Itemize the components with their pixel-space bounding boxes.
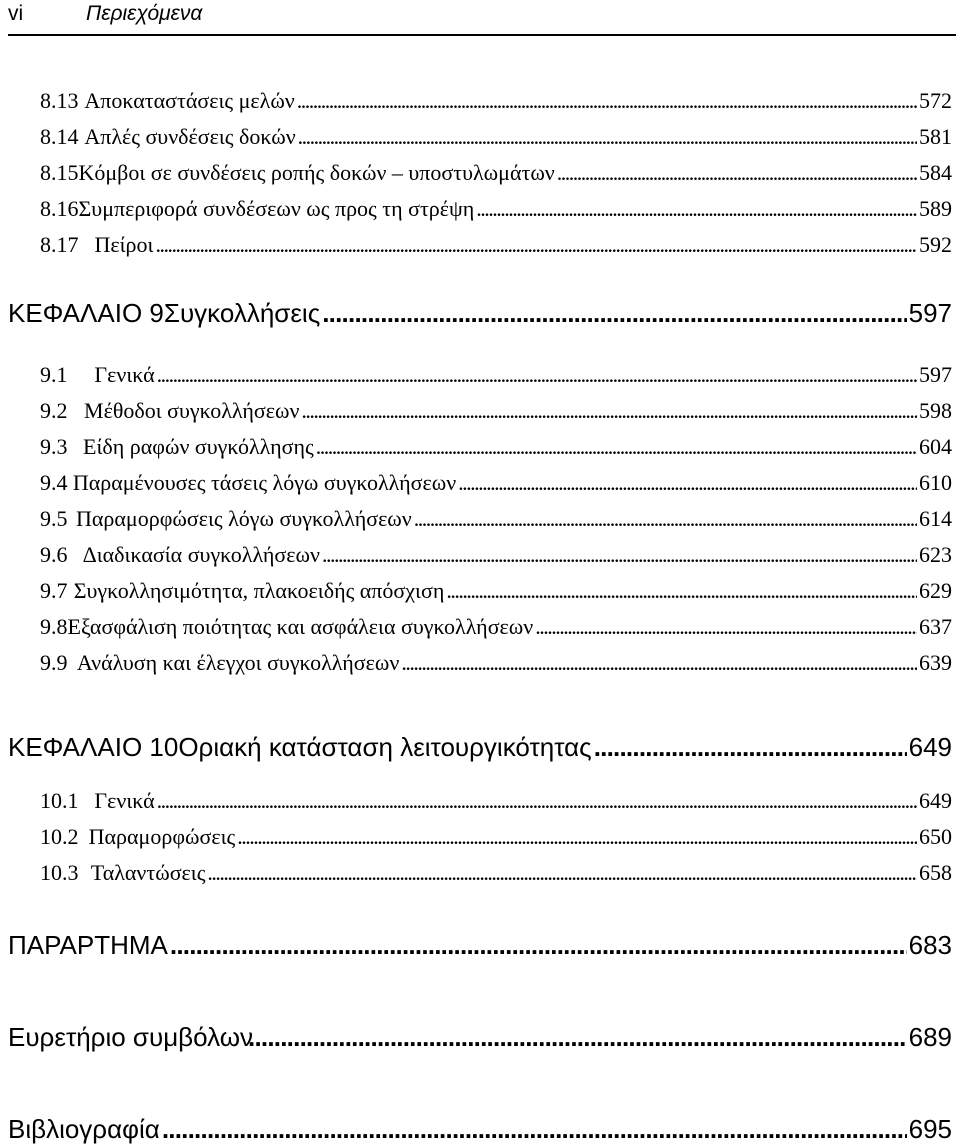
dot-leader bbox=[298, 124, 917, 150]
toc-section-entry bbox=[40, 470, 952, 496]
toc-section-title: Είδη ραφών συγκόλλησης bbox=[83, 434, 314, 459]
toc-section-title: Διαδικασία συγκολλήσεων bbox=[82, 542, 320, 567]
header-page-number: vi bbox=[8, 2, 24, 25]
toc-section-title: Κόμβοι σε συνδέσεις ροπής δοκών – υποστυλωμάτων bbox=[78, 160, 555, 185]
toc-appendix-title: ΠΑΡΑΡΤΗΜΑ bbox=[8, 930, 168, 960]
toc-section-number: 8.17 bbox=[40, 232, 79, 257]
toc-page-number: 604 bbox=[919, 434, 952, 459]
dot-leader bbox=[322, 298, 906, 329]
toc-page-number: 629 bbox=[919, 578, 952, 603]
dot-leader bbox=[414, 506, 917, 532]
toc-section-entry bbox=[40, 542, 952, 568]
dot-leader bbox=[237, 824, 917, 850]
header-title: Περιεχόμενα bbox=[86, 2, 203, 25]
toc-page-number: 650 bbox=[919, 824, 952, 849]
toc-section-number: 9.1 bbox=[40, 362, 68, 387]
toc-section-entry bbox=[40, 196, 952, 222]
dot-leader bbox=[297, 88, 917, 114]
dot-leader bbox=[157, 362, 917, 388]
toc-section-number: 9.4 bbox=[40, 470, 68, 495]
toc-section-title: Ανάλυση και έλεγχοι συγκολλήσεων bbox=[76, 650, 400, 675]
dot-leader bbox=[157, 788, 917, 814]
dot-leader bbox=[401, 650, 917, 676]
toc-section-number: 8.14 bbox=[40, 124, 79, 149]
toc-section-number: 9.3 bbox=[40, 434, 68, 459]
toc-section-entry bbox=[40, 434, 952, 460]
toc-section-entry bbox=[40, 232, 952, 258]
dot-leader bbox=[162, 1114, 907, 1145]
toc-page-number: 572 bbox=[919, 88, 952, 113]
toc-appendix-entry bbox=[8, 1114, 952, 1145]
toc-chapter-title: Οριακή κατάσταση λειτουργικότητας bbox=[178, 732, 592, 762]
toc-page-number: 649 bbox=[919, 788, 952, 813]
toc-page-number: 597 bbox=[908, 298, 952, 328]
toc-section-number: 10.3 bbox=[40, 860, 79, 885]
toc-page-number: 610 bbox=[919, 470, 952, 495]
toc-section-title: Εξασφάλιση ποιότητας και ασφάλεια συγκολλήσεων bbox=[67, 614, 534, 639]
dot-leader bbox=[207, 860, 917, 886]
toc-page-number: 614 bbox=[919, 506, 952, 531]
toc-section-entry bbox=[40, 578, 952, 604]
toc-chapter-entry bbox=[8, 732, 952, 763]
toc-chapter-number: ΚΕΦΑΛΑΙΟ 10 bbox=[8, 732, 179, 762]
toc-section-title: Γενικά bbox=[94, 788, 155, 813]
toc-section-title: Μέθοδοι συγκολλήσεων bbox=[84, 398, 300, 423]
toc-section-number: 8.16 bbox=[40, 196, 79, 221]
toc-section-entry bbox=[40, 160, 952, 186]
toc-section-number: 8.15 bbox=[40, 160, 79, 185]
toc-section-title: Συγκολλησιμότητα, πλακοειδής απόσχιση bbox=[73, 578, 445, 603]
toc-chapter-title: Συγκολλήσεις bbox=[163, 298, 321, 328]
toc-section-entry bbox=[40, 614, 952, 640]
toc-section-entry bbox=[40, 398, 952, 424]
toc-page-number: 639 bbox=[919, 650, 952, 675]
dot-leader bbox=[322, 542, 917, 568]
toc-page-number: 592 bbox=[919, 232, 952, 257]
toc-page-number: 581 bbox=[919, 124, 952, 149]
toc-section-number: 9.5 bbox=[40, 506, 68, 531]
toc-appendix-entry bbox=[8, 930, 952, 961]
toc-section-number: 9.2 bbox=[40, 398, 68, 423]
toc-section-title: Ταλαντώσεις bbox=[90, 860, 206, 885]
dot-leader bbox=[594, 732, 907, 763]
toc-section-entry bbox=[40, 124, 952, 150]
toc-section-number: 10.1 bbox=[40, 788, 79, 813]
toc-page-number: 689 bbox=[908, 1022, 952, 1052]
toc-section-entry bbox=[40, 362, 952, 388]
toc-section-title: Γενικά bbox=[94, 362, 155, 387]
toc-section-entry bbox=[40, 824, 952, 850]
dot-leader bbox=[446, 578, 917, 604]
dot-leader bbox=[248, 1022, 907, 1053]
toc-section-title: Αποκαταστάσεις μελών bbox=[84, 88, 295, 113]
dot-leader bbox=[155, 232, 917, 258]
dot-leader bbox=[301, 398, 917, 424]
toc-page-number: 658 bbox=[919, 860, 952, 885]
toc-page-number: 623 bbox=[919, 542, 952, 567]
toc-section-number: 9.6 bbox=[40, 542, 68, 567]
dot-leader bbox=[535, 614, 917, 640]
dot-leader bbox=[476, 196, 917, 222]
toc-section-title: Παραμορφώσεις bbox=[88, 824, 236, 849]
toc-section-title: Απλές συνδέσεις δοκών bbox=[84, 124, 296, 149]
toc-page-number: 695 bbox=[908, 1114, 952, 1144]
toc-appendix-title: Ευρετήριο συμβόλων bbox=[8, 1022, 253, 1052]
toc-section-title: Παραμένουσες τάσεις λόγω συγκολλήσεων bbox=[72, 470, 457, 495]
toc-page-number: 649 bbox=[908, 732, 952, 762]
dot-leader bbox=[316, 434, 917, 460]
toc-page-number: 584 bbox=[919, 160, 952, 185]
toc-chapter-entry bbox=[8, 298, 952, 329]
toc-appendix-entry bbox=[8, 1022, 952, 1053]
toc-section-entry bbox=[40, 88, 952, 114]
dot-leader bbox=[557, 160, 917, 186]
toc-page-number: 598 bbox=[919, 398, 952, 423]
toc-section-entry bbox=[40, 788, 952, 814]
toc-section-entry bbox=[40, 650, 952, 676]
toc-section-entry bbox=[40, 860, 952, 886]
toc-page-number: 597 bbox=[919, 362, 952, 387]
dot-leader bbox=[458, 470, 917, 496]
toc-section-number: 10.2 bbox=[40, 824, 79, 849]
toc-section-title: Παραμορφώσεις λόγω συγκολλήσεων bbox=[76, 506, 412, 531]
toc-section-title: Συμπεριφορά συνδέσεων ως προς τη στρέψη bbox=[78, 196, 475, 221]
toc-page-number: 637 bbox=[919, 614, 952, 639]
toc-page-number: 589 bbox=[919, 196, 952, 221]
toc-section-number: 9.9 bbox=[40, 650, 68, 675]
dot-leader bbox=[170, 930, 907, 961]
toc-chapter-number: ΚΕΦΑΛΑΙΟ 9 bbox=[8, 298, 164, 328]
toc-section-number: 9.7 bbox=[40, 578, 68, 603]
toc-page-number: 683 bbox=[908, 930, 952, 960]
toc-section-number: 9.8 bbox=[40, 614, 68, 639]
toc-section-title: Πείροι bbox=[94, 232, 154, 257]
toc-appendix-title: Βιβλιογραφία bbox=[8, 1114, 160, 1144]
toc-section-number: 8.13 bbox=[40, 88, 79, 113]
toc-section-entry bbox=[40, 506, 952, 532]
